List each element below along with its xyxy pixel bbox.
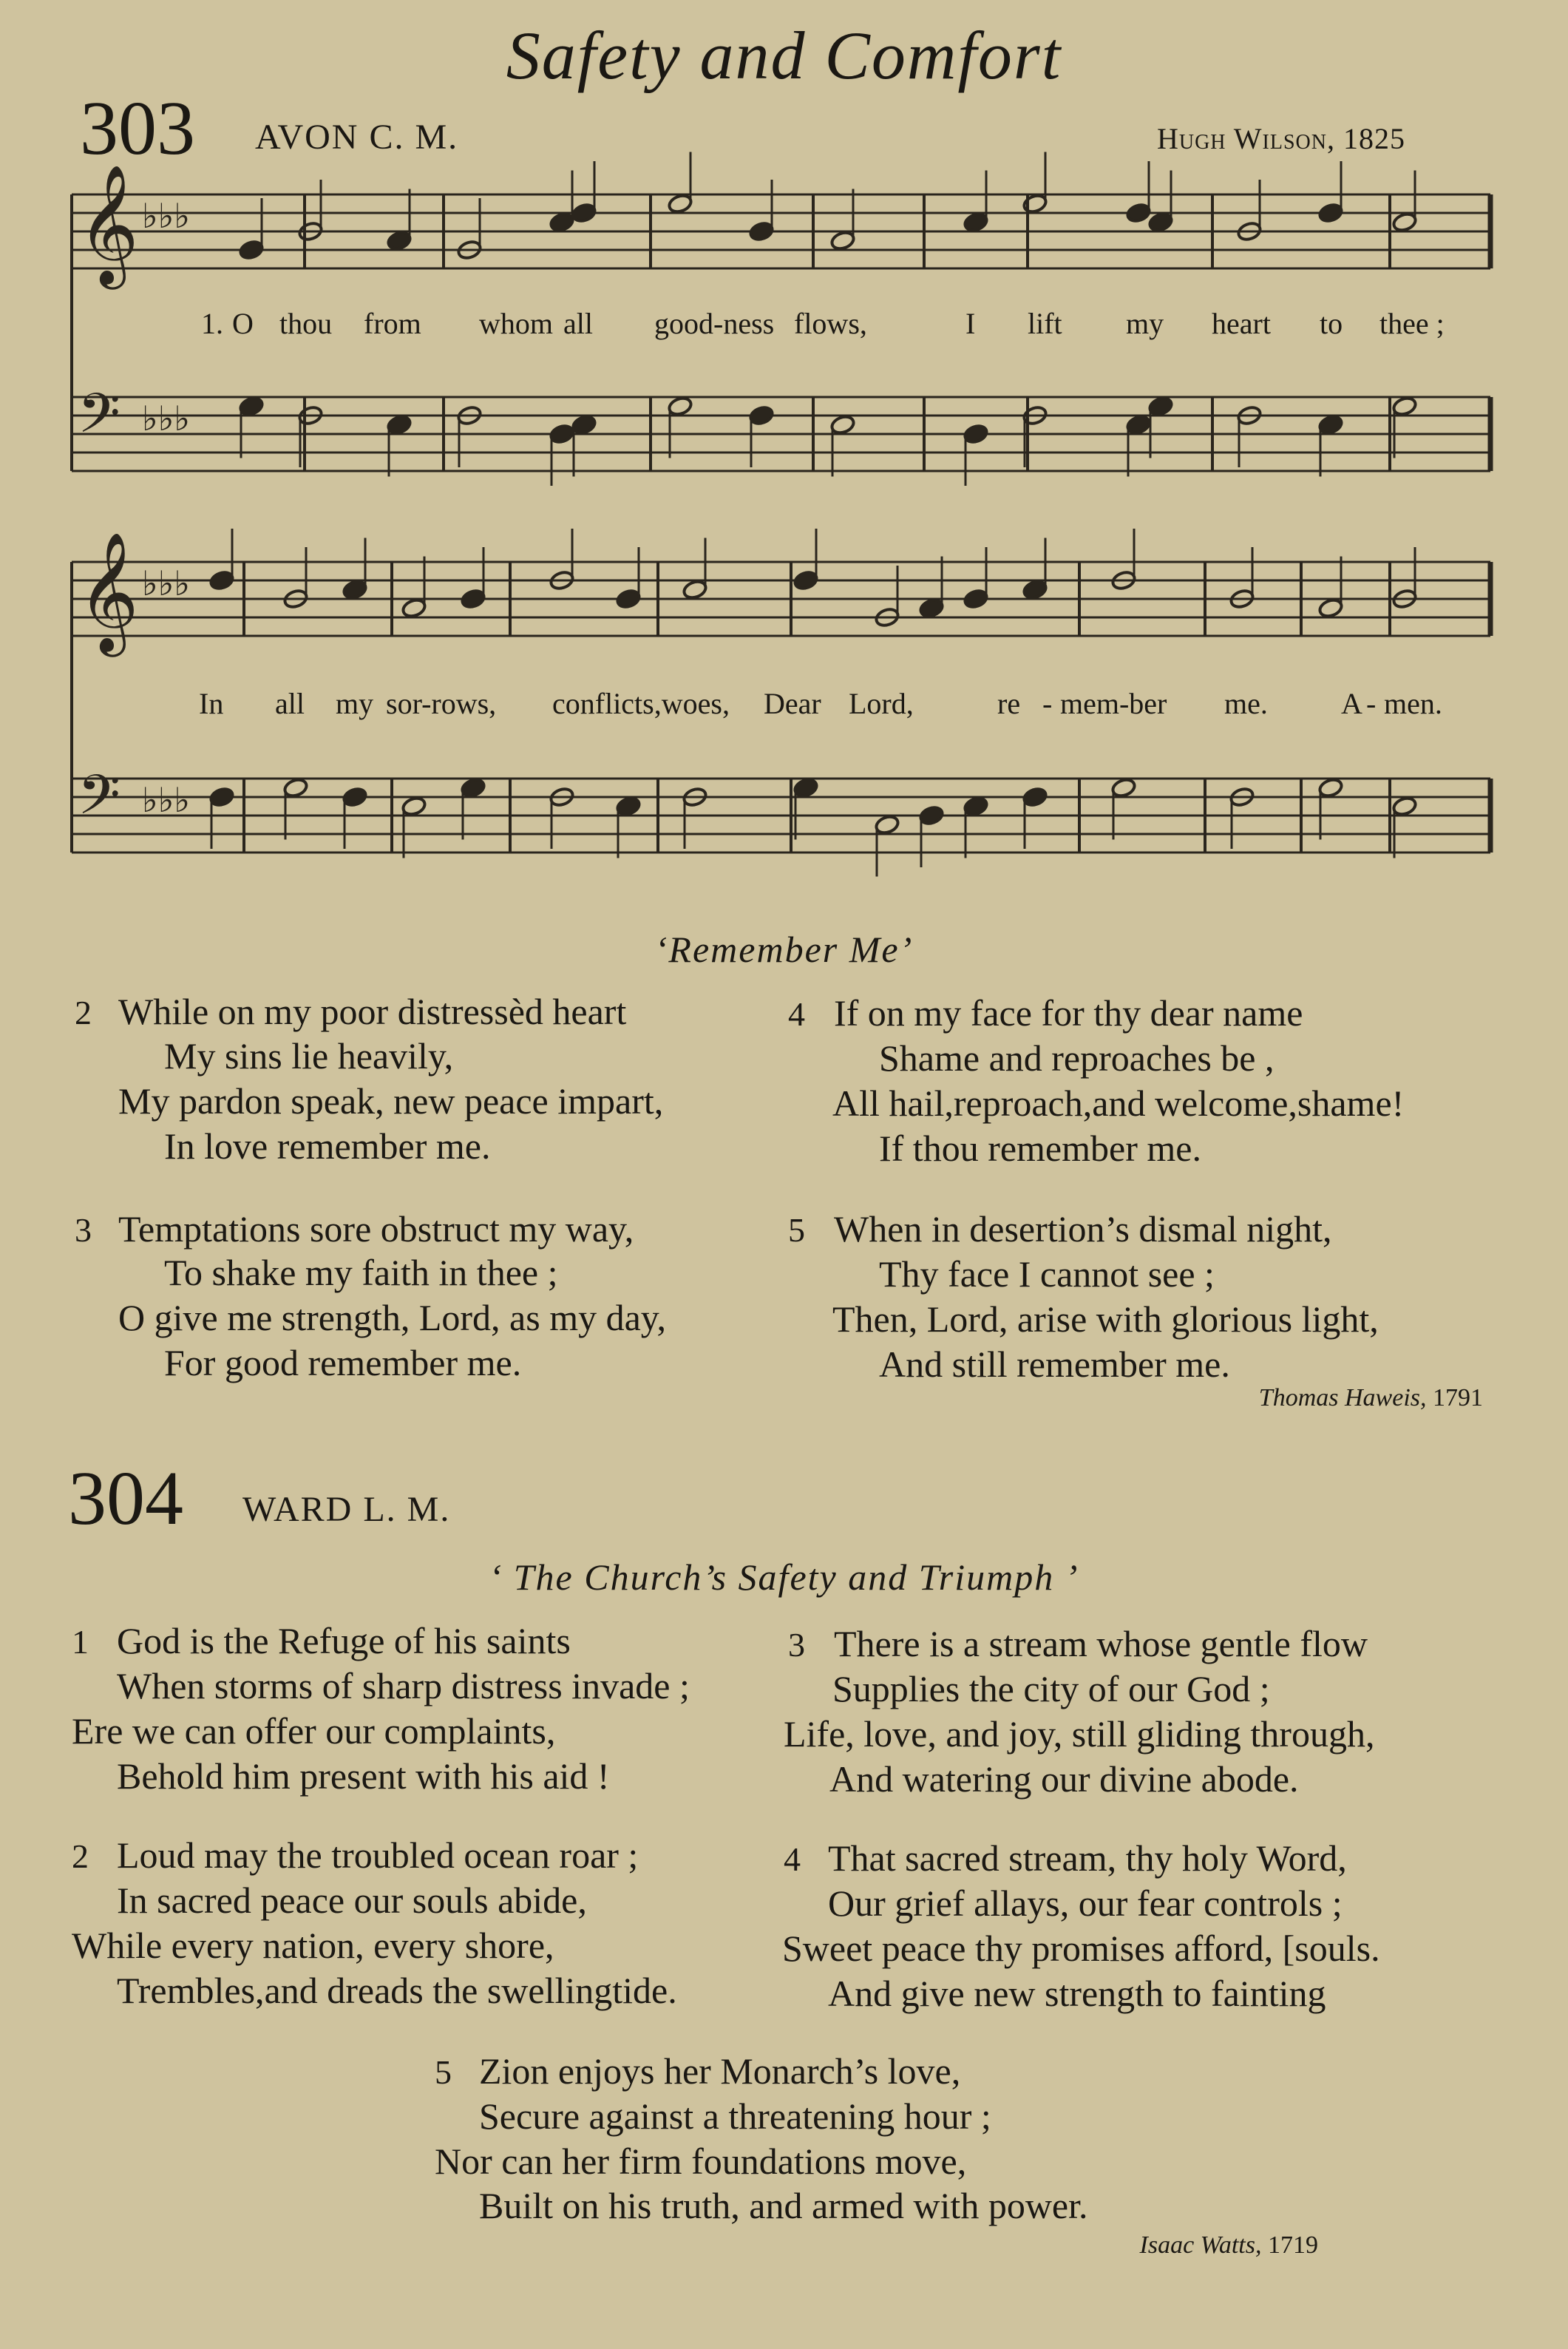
note-head: [1317, 414, 1343, 435]
note-head: [748, 404, 774, 426]
composer: Hugh Wilson, 1825: [1156, 122, 1405, 155]
hymn-subtitle: ‘Remember Me’: [654, 929, 914, 970]
note-head: [918, 804, 944, 826]
hymn-number: 304: [68, 1456, 183, 1541]
verse-line: When storms of sharp distress invade ;: [117, 1665, 690, 1706]
verse-line: That sacred stream, thy holy Word,: [828, 1837, 1347, 1879]
verse-line: While on my poor distressèd heart: [118, 991, 627, 1032]
verse-line: Behold him present with his aid !: [117, 1755, 610, 1797]
verse-line: My sins lie heavily,: [164, 1035, 454, 1077]
verse-line: Ere we can offer our complaints,: [72, 1710, 556, 1752]
verse-line: If on my face for thy dear name: [834, 992, 1303, 1034]
key-signature-flats: ♭♭♭: [142, 565, 191, 603]
lyric-syllable: me.: [1224, 687, 1268, 720]
lyric-syllable: I: [965, 307, 976, 340]
note-head: [549, 211, 574, 233]
key-signature-flats: ♭♭♭: [142, 782, 191, 819]
lyric-syllable: re: [997, 687, 1021, 720]
note-head: [963, 588, 988, 609]
lyric-syllable: 1.: [201, 307, 223, 340]
verse-line: My pardon speak, new peace impart,: [118, 1080, 664, 1122]
note-head: [667, 396, 693, 417]
lyric-syllable: lift: [1028, 307, 1062, 340]
note-head: [1125, 202, 1151, 223]
verse-line: When in desertion’s dismal night,: [834, 1208, 1332, 1250]
note-head: [1317, 777, 1343, 799]
author-year: 1791: [1433, 1384, 1483, 1411]
note-head: [793, 777, 818, 799]
tune-name: AVON C. M.: [255, 118, 459, 157]
note-head: [963, 211, 988, 233]
lyric-syllable: from: [364, 307, 421, 340]
music-score: [0, 0, 1568, 887]
treble-clef: 𝄞: [78, 168, 139, 282]
lyric-syllable: conflicts,woes,: [552, 687, 730, 720]
lyric-syllable: flows,: [794, 307, 867, 340]
verse-number: 5: [435, 2053, 452, 2091]
note-head: [963, 423, 988, 444]
verse-line: Built on his truth, and armed with power.: [479, 2185, 1088, 2226]
verse-line: God is the Refuge of his saints: [117, 1620, 571, 1661]
author-year: 1719: [1268, 2231, 1318, 2259]
verse-line: Zion enjoys her Monarch’s love,: [479, 2050, 961, 2092]
verse-line: While every nation, every shore,: [72, 1925, 554, 1966]
verse-number: 5: [788, 1211, 805, 1249]
lyric-syllable: heart: [1212, 307, 1271, 340]
verse-line: And still remember me.: [879, 1343, 1230, 1385]
lyric-syllable: In: [199, 687, 224, 720]
bass-clef: 𝄢: [78, 766, 121, 839]
verse-line: Secure against a threatening hour ;: [479, 2095, 991, 2137]
verse-number: 2: [72, 1837, 89, 1875]
lyric-syllable: whom: [479, 307, 553, 340]
note-head: [282, 777, 308, 799]
note-head: [208, 569, 234, 591]
lyric-syllable: men.: [1384, 687, 1442, 720]
note-head: [963, 796, 988, 817]
note-head: [615, 796, 641, 817]
note-head: [918, 597, 944, 619]
bass-clef: 𝄢: [78, 384, 121, 458]
verse-line: Thy face I cannot see ;: [879, 1253, 1215, 1295]
note-head: [615, 588, 641, 609]
lyric-syllable: my: [1126, 307, 1164, 340]
verse-line: O give me strength, Lord, as my day,: [118, 1297, 667, 1338]
lyric-syllable: good-ness: [654, 307, 775, 340]
verse-line: There is a stream whose gentle flow: [834, 1623, 1368, 1664]
note-head: [1022, 786, 1048, 807]
verse-line: And watering our divine abode.: [829, 1758, 1299, 1800]
author: [1259, 1384, 1483, 1412]
note-head: [1147, 396, 1173, 417]
verse-line: If thou remember me.: [879, 1128, 1201, 1169]
note-head: [1147, 211, 1173, 233]
verse-number: 2: [75, 994, 92, 1031]
note-head: [1022, 579, 1048, 600]
verse-line: Our grief allays, our fear controls ;: [828, 1882, 1343, 1924]
lyric-syllable: my: [336, 687, 374, 720]
note-head: [401, 597, 427, 619]
note-head: [1317, 597, 1343, 619]
treble-clef: 𝄞: [78, 535, 139, 650]
verse-number: 1: [72, 1623, 89, 1661]
page-title: Safety and Comfort: [506, 18, 1062, 93]
note-head: [874, 814, 900, 835]
note-head: [238, 239, 264, 260]
note-head: [571, 202, 597, 223]
note-head: [460, 588, 486, 609]
verse-line: In sacred peace our souls abide,: [117, 1879, 587, 1921]
note-head: [1022, 193, 1048, 214]
hymn-number: 303: [80, 86, 195, 171]
note-head: [667, 193, 693, 214]
verse-line: To shake my faith in thee ;: [164, 1252, 558, 1293]
verse-number: 3: [75, 1211, 92, 1249]
verse-line: Life, love, and joy, still gliding through,: [784, 1713, 1375, 1755]
author-name: Isaac Watts,: [1139, 2231, 1262, 2259]
verse-line: Sweet peace thy promises afford, [souls.: [782, 1928, 1380, 1969]
note-head: [386, 230, 412, 251]
note-head: [1125, 414, 1151, 435]
note-head: [342, 579, 367, 600]
author-name: Thomas Haweis,: [1258, 1384, 1427, 1411]
note-head: [238, 396, 264, 417]
note-head: [829, 230, 855, 251]
verse-number: 4: [784, 1840, 801, 1878]
verse-line: Nor can her firm foundations move,: [435, 2140, 967, 2182]
verse-line: Temptations sore obstruct my way,: [118, 1208, 634, 1250]
verse-line: And give new strength to fainting: [828, 1973, 1326, 2014]
note-head: [1391, 796, 1417, 817]
author: [1140, 2231, 1318, 2260]
note-head: [829, 414, 855, 435]
note-head: [460, 777, 486, 799]
note-head: [549, 423, 574, 444]
verse-line: Supplies the city of our God ;: [832, 1668, 1270, 1709]
hymn-subtitle: ‘ The Church’s Safety and Triumph ’: [489, 1556, 1079, 1598]
note-head: [342, 786, 367, 807]
verse-number: 3: [788, 1626, 805, 1664]
note-head: [208, 786, 234, 807]
verse-line: Shame and reproaches be ,: [879, 1037, 1275, 1079]
verse-line: Loud may the troubled ocean roar ;: [117, 1834, 639, 1876]
key-signature-flats: ♭♭♭: [142, 197, 191, 235]
note-head: [571, 414, 597, 435]
note-head: [401, 796, 427, 817]
lyric-syllable: to: [1320, 307, 1343, 340]
verse-number: 4: [788, 995, 805, 1033]
verse-line: For good remember me.: [164, 1342, 522, 1383]
lyric-syllable: all: [563, 307, 593, 340]
note-head: [1317, 202, 1343, 223]
tune-name: WARD L. M.: [242, 1490, 451, 1529]
lyric-syllable: A: [1341, 687, 1362, 720]
verse-line: All hail,reproach,and welcome,shame!: [832, 1082, 1405, 1124]
lyric-syllable: thou: [279, 307, 333, 340]
key-signature-flats: ♭♭♭: [142, 400, 191, 438]
note-head: [748, 220, 774, 242]
note-head: [386, 414, 412, 435]
lyric-syllable: mem-ber: [1060, 687, 1167, 720]
note-head: [1110, 777, 1136, 799]
lyric-syllable: thee ;: [1379, 307, 1445, 340]
note-head: [1391, 211, 1417, 233]
verse-line: Then, Lord, arise with glorious light,: [832, 1298, 1379, 1340]
lyric-syllable: Lord,: [849, 687, 914, 720]
lyric-syllable: sor-rows,: [386, 687, 497, 720]
lyric-syllable: O: [232, 307, 254, 340]
lyric-syllable: Dear: [764, 687, 821, 720]
lyric-syllable: -: [1042, 687, 1053, 720]
note-head: [793, 569, 818, 591]
note-head: [682, 579, 707, 600]
note-head: [1391, 396, 1417, 417]
verse-line: Trembles,and dreads the swellingtide.: [117, 1970, 677, 2011]
verse-line: In love remember me.: [164, 1125, 491, 1167]
lyric-syllable: all: [275, 687, 305, 720]
lyric-syllable: -: [1366, 687, 1377, 720]
